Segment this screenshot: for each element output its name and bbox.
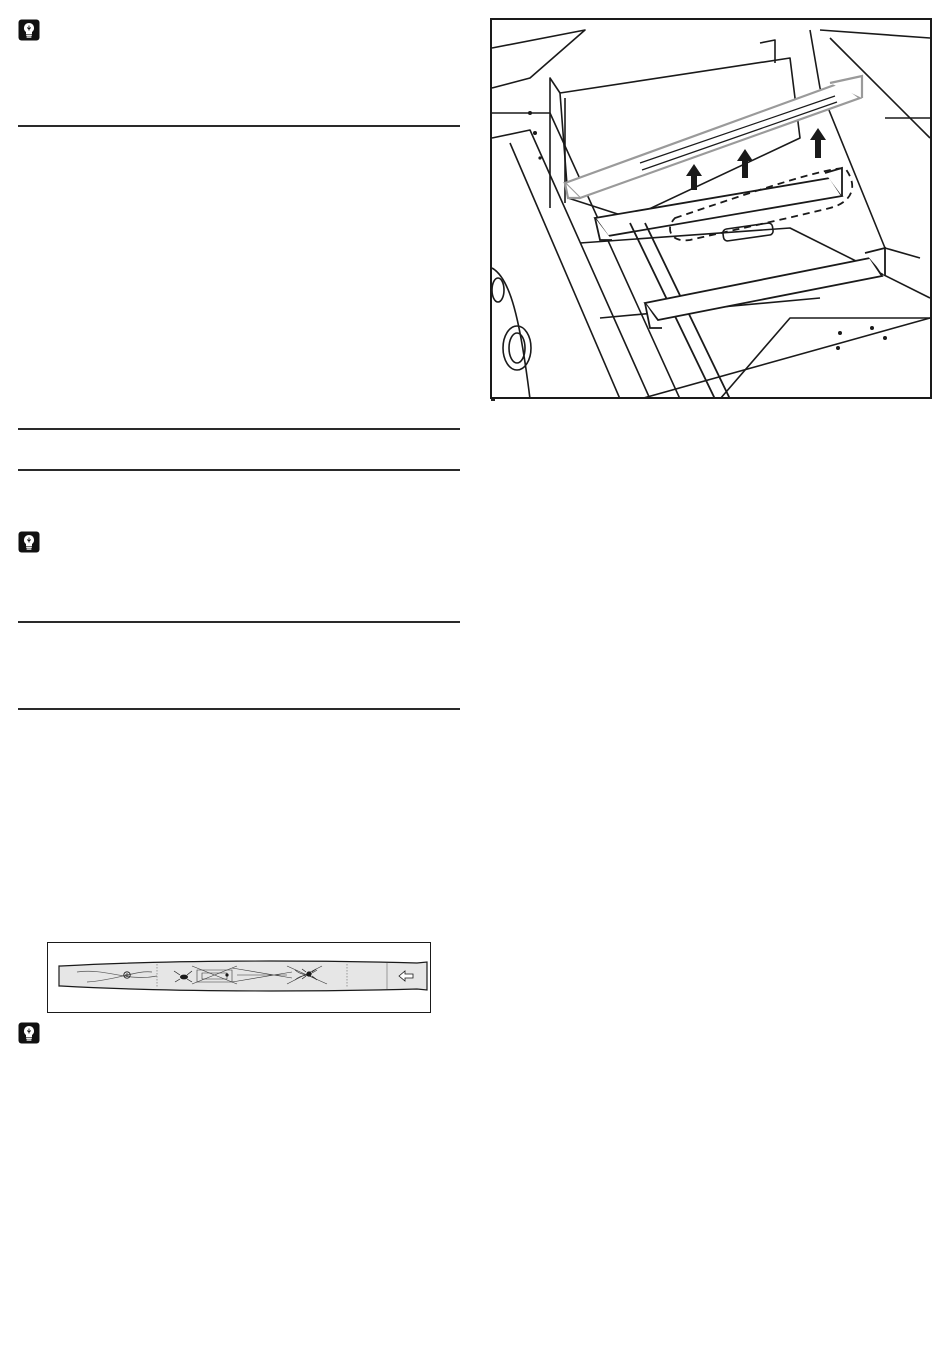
- burner-tube-illustration: [47, 942, 431, 1013]
- lightbulb-tip-icon: [18, 19, 40, 41]
- lightbulb-tip-icon: [18, 531, 40, 553]
- section-divider: [18, 469, 460, 471]
- burner-removal-illustration: [490, 18, 932, 399]
- section-divider: [18, 708, 460, 710]
- section-divider: [18, 621, 460, 623]
- section-divider: [18, 125, 460, 127]
- lightbulb-tip-icon: [18, 1022, 40, 1044]
- figure-corner-mark: [491, 399, 495, 401]
- section-divider: [18, 428, 460, 430]
